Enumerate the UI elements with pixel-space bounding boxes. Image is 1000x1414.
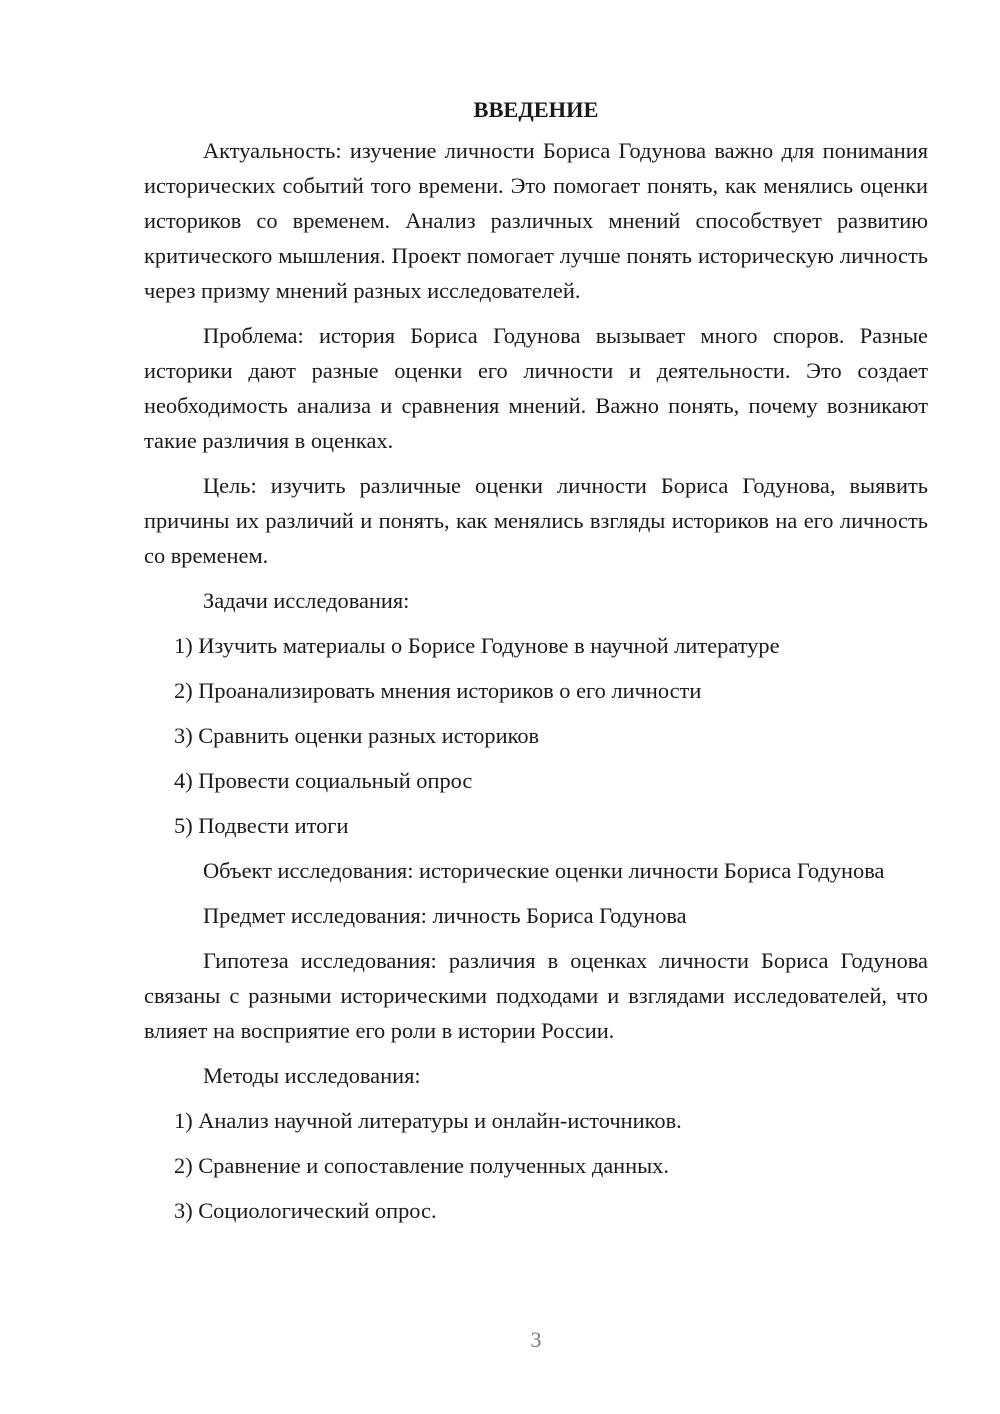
problem-paragraph: Проблема: история Бориса Годунова вызывает много споров. Разные историки дают разные оценки его личности и деятельности. Это создает необходимость анализа и сравнения мнений. Важно понять, почему возникают такие различия в оценках. <box>144 323 928 453</box>
subject-paragraph: Предмет исследования: личность Бориса Годунова <box>203 903 687 928</box>
goal-paragraph: Цель: изучить различные оценки личности Бориса Годунова, выявить причины их различий и понять, как менялись взгляды историков на его личность со временем. <box>144 473 928 568</box>
hypothesis-paragraph: Гипотеза исследования: различия в оценках личности Бориса Годунова связаны с разными историческими подходами и взглядами исследователей, что влияет на восприятие его роли в истории России. <box>144 948 928 1043</box>
list-item: 1) Изучить материалы о Борисе Годунове в научной литературе <box>174 633 780 658</box>
page-number: 3 <box>530 1327 542 1352</box>
list-item: 2) Проанализировать мнения историков о его личности <box>174 678 702 703</box>
relevance-paragraph: Актуальность: изучение личности Бориса Годунова важно для понимания исторических событий того времени. Это помогает понять, как менялись оценки историков со временем. Анализ различных мнений способствует развитию критического мышления. Проект помогает лучше понять историческую личность через призму мнений разных исследователей. <box>144 138 928 303</box>
tasks-heading: Задачи исследования: <box>203 588 410 613</box>
tasks-list <box>144 628 928 843</box>
methods-heading: Методы исследования: <box>203 1063 421 1088</box>
list-item: 1) Анализ научной литературы и онлайн-источников. <box>174 1108 682 1133</box>
list-item: 5) Подвести итоги <box>174 813 349 838</box>
list-item: 2) Сравнение и сопоставление полученных данных. <box>174 1153 669 1178</box>
list-item: 3) Сравнить оценки разных историков <box>174 723 540 748</box>
list-item: 4) Провести социальный опрос <box>174 768 473 793</box>
methods-list <box>144 1103 928 1228</box>
object-paragraph: Объект исследования: исторические оценки личности Бориса Годунова <box>203 858 885 883</box>
list-item: 3) Социологический опрос. <box>174 1198 437 1223</box>
document-page <box>144 92 928 1238</box>
page-title: ВВЕДЕНИЕ <box>473 97 599 122</box>
